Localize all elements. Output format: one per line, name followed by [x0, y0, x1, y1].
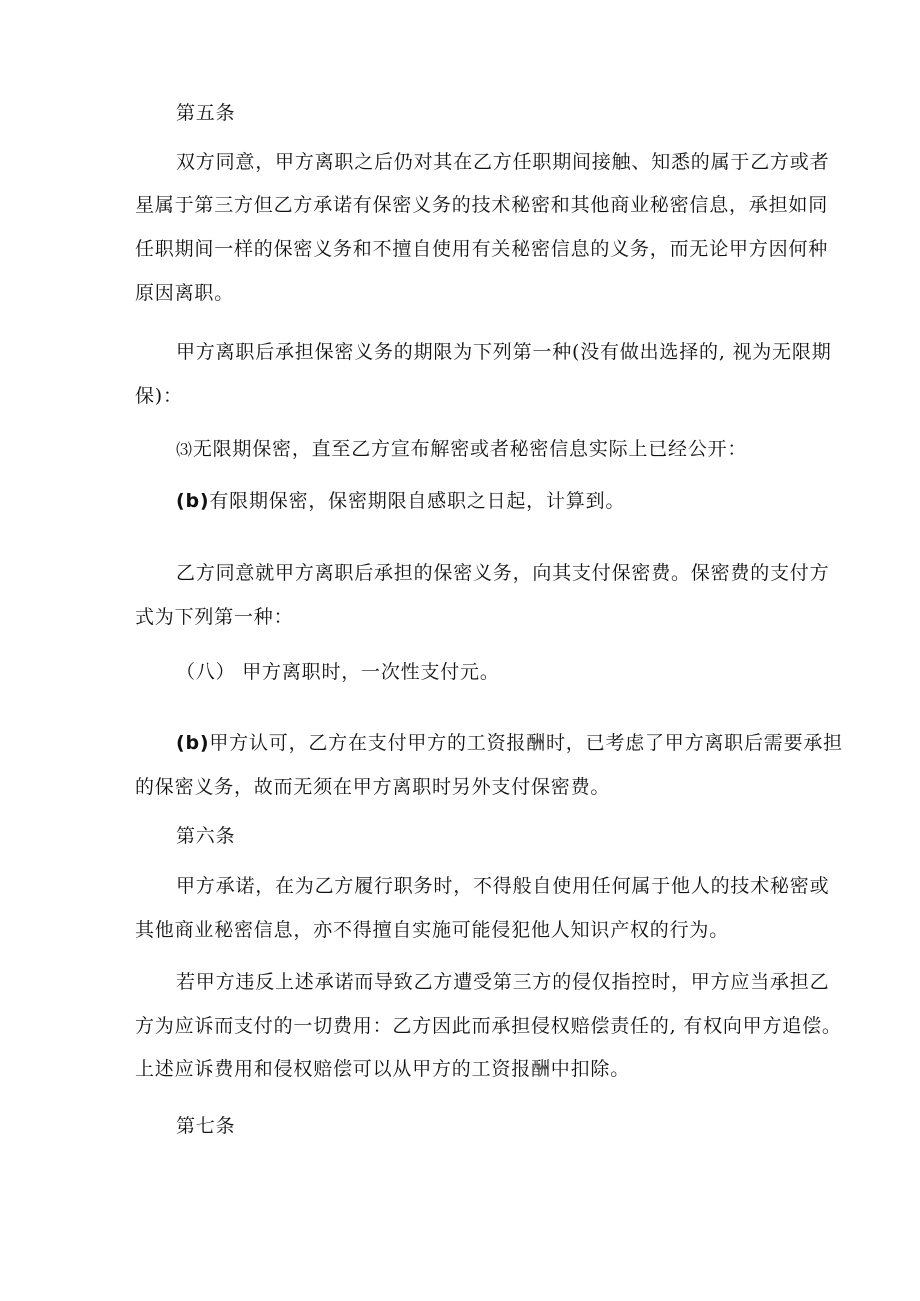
payment-option-b-marker: (b): [176, 732, 210, 754]
article-6-paragraph-2-line-2: 方为应诉而支付的一切费用：乙方因此而承担侵权赔偿责任的, 有权向甲方追偿。: [135, 1015, 842, 1037]
article-6-paragraph-2-line-3: 上述应诉费用和侵权赔偿可以从甲方的工资报酬中扣除。: [135, 1058, 631, 1080]
article-5-paragraph-1-line-3: 任职期间一样的保密义务和不擅自使用有关秘密信息的义务，而无论甲方因何种: [135, 238, 829, 260]
article-6-paragraph-2-line-1: 若甲方违反上述承诺而导致乙方遭受第三方的侵仅指控时，甲方应当承担乙: [176, 971, 830, 993]
article-5-paragraph-3-line-2: 式为下列第一种：: [135, 606, 294, 628]
article-6-paragraph-1-line-2: 其他商业秘密信息，亦不得擅自实施可能侵犯他人知识产权的行为。: [135, 919, 730, 941]
payment-option-b-line-2: 的保密义务，故而无须在甲方离职时另外支付保密费。: [135, 776, 611, 798]
option-a: [176, 437, 747, 462]
option-a-text: 无限期保密，直至乙方宣布解密或者秘密信息实际上已经公开：: [192, 438, 748, 460]
article-5-paragraph-3-line-1: 乙方同意就甲方离职后承担的保密义务，向其支付保密费。保密费的支付方: [176, 562, 830, 584]
article-6-paragraph-1-line-1: 甲方承诺，在为乙方履行职务时，不得般自使用任何属于他人的技术秘密或: [176, 875, 830, 897]
payment-option-b-text: 甲方认可，乙方在支付甲方的工资报酬时，已考虑了甲方离职后需要承担: [209, 732, 843, 754]
option-a-marker: ⑶: [176, 440, 193, 459]
option-b-text: 有限期保密，保密期限自感职之日起，计算到。: [209, 490, 626, 512]
article-6-heading: 第六条: [176, 825, 236, 847]
article-5-heading: 第五条: [176, 102, 236, 124]
article-5-paragraph-1-line-2: 星属于第三方但乙方承诺有保密义务的技术秘密和其他商业秘密信息，承担如同: [135, 194, 829, 216]
option-b-marker: (b): [176, 490, 210, 512]
payment-option-b-line-1: [176, 731, 843, 755]
article-5-paragraph-1-line-4: 原因离职。: [135, 282, 235, 304]
option-b: [176, 489, 625, 513]
article-5-paragraph-1-line-1: 双方同意，甲方离职之后仍对其在乙方任职期间接触、知悉的属于乙方或者: [176, 151, 830, 173]
payment-option-a: （八） 甲方离职时，一次性支付元。: [176, 661, 500, 683]
article-5-paragraph-2-line-1: 甲方离职后承担保密义务的期限为下列第一种(没有做出选择的, 视为无限期: [176, 341, 832, 363]
article-7-heading: 第七条: [176, 1115, 236, 1137]
article-5-paragraph-2-line-2: 保)：: [135, 385, 183, 407]
